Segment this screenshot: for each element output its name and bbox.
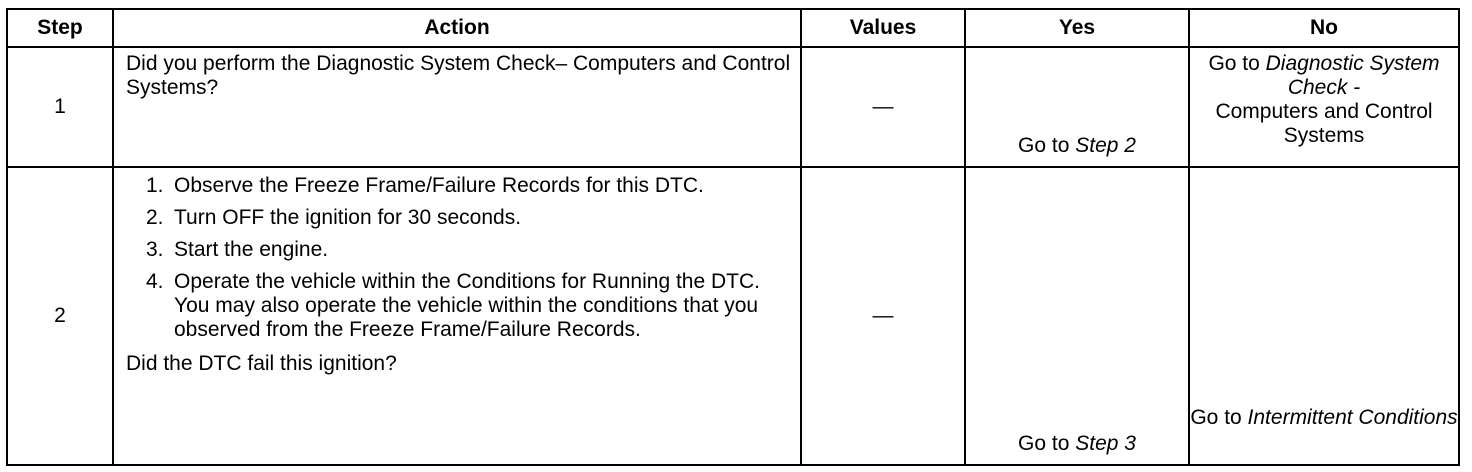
values-dash: — — [872, 95, 894, 118]
item-number: 1. — [146, 174, 164, 197]
diagnostic-table — [6, 8, 1460, 466]
item-number: 3. — [146, 238, 164, 261]
item-text: Observe the Freeze Frame/Failure Records for this DTC. — [174, 174, 704, 197]
action-question: Did you perform the Diagnostic System Check– Computers and Control Systems? — [126, 52, 791, 99]
yes-link[interactable] — [966, 432, 1188, 464]
list-item — [146, 238, 794, 262]
header-row — [7, 9, 1459, 47]
yes-link[interactable] — [966, 134, 1188, 166]
yes-prefix: Go to — [1018, 134, 1076, 157]
table-row — [7, 167, 1459, 465]
header-yes: Yes — [965, 9, 1189, 47]
step-number: 2 — [7, 167, 113, 465]
no-cell — [1189, 167, 1459, 465]
values-dash: — — [872, 304, 894, 327]
action-cell — [113, 47, 801, 167]
action-steps-list — [114, 174, 800, 342]
no-link[interactable] — [1190, 406, 1458, 464]
header-step: Step — [7, 9, 113, 47]
item-text: Operate the vehicle within the Conditions for Running the DTC. You may also operate the vehicle within the conditions that you observed from the Freeze Frame/Failure Records. — [174, 270, 760, 341]
item-text: Turn OFF the ignition for 30 seconds. — [174, 206, 522, 229]
yes-cell — [965, 47, 1189, 167]
header-values: Values — [801, 9, 965, 47]
yes-target: Step 2 — [1075, 134, 1136, 157]
item-number: 4. — [146, 270, 164, 293]
no-prefix: Go to — [1208, 52, 1266, 75]
list-item — [146, 206, 794, 230]
yes-target: Step 3 — [1075, 432, 1136, 455]
values-cell — [801, 167, 965, 465]
no-link[interactable] — [1190, 48, 1458, 148]
no-cell — [1189, 47, 1459, 167]
step-number: 1 — [7, 47, 113, 167]
values-cell — [801, 47, 965, 167]
item-number: 2. — [146, 206, 164, 229]
no-target: Diagnostic System Check - — [1265, 52, 1440, 99]
item-text: Start the engine. — [174, 238, 329, 261]
yes-prefix: Go to — [1018, 432, 1076, 455]
list-item — [146, 174, 794, 198]
header-no: No — [1189, 9, 1459, 47]
list-item — [146, 270, 794, 342]
action-cell — [113, 167, 801, 465]
no-suffix: Computers and Control Systems — [1215, 100, 1433, 147]
yes-cell — [965, 167, 1189, 465]
header-action: Action — [113, 9, 801, 47]
action-question: Did the DTC fail this ignition? — [126, 352, 397, 375]
table-row — [7, 47, 1459, 167]
no-prefix: Go to — [1190, 406, 1248, 429]
no-target: Intermittent Conditions — [1247, 406, 1458, 429]
